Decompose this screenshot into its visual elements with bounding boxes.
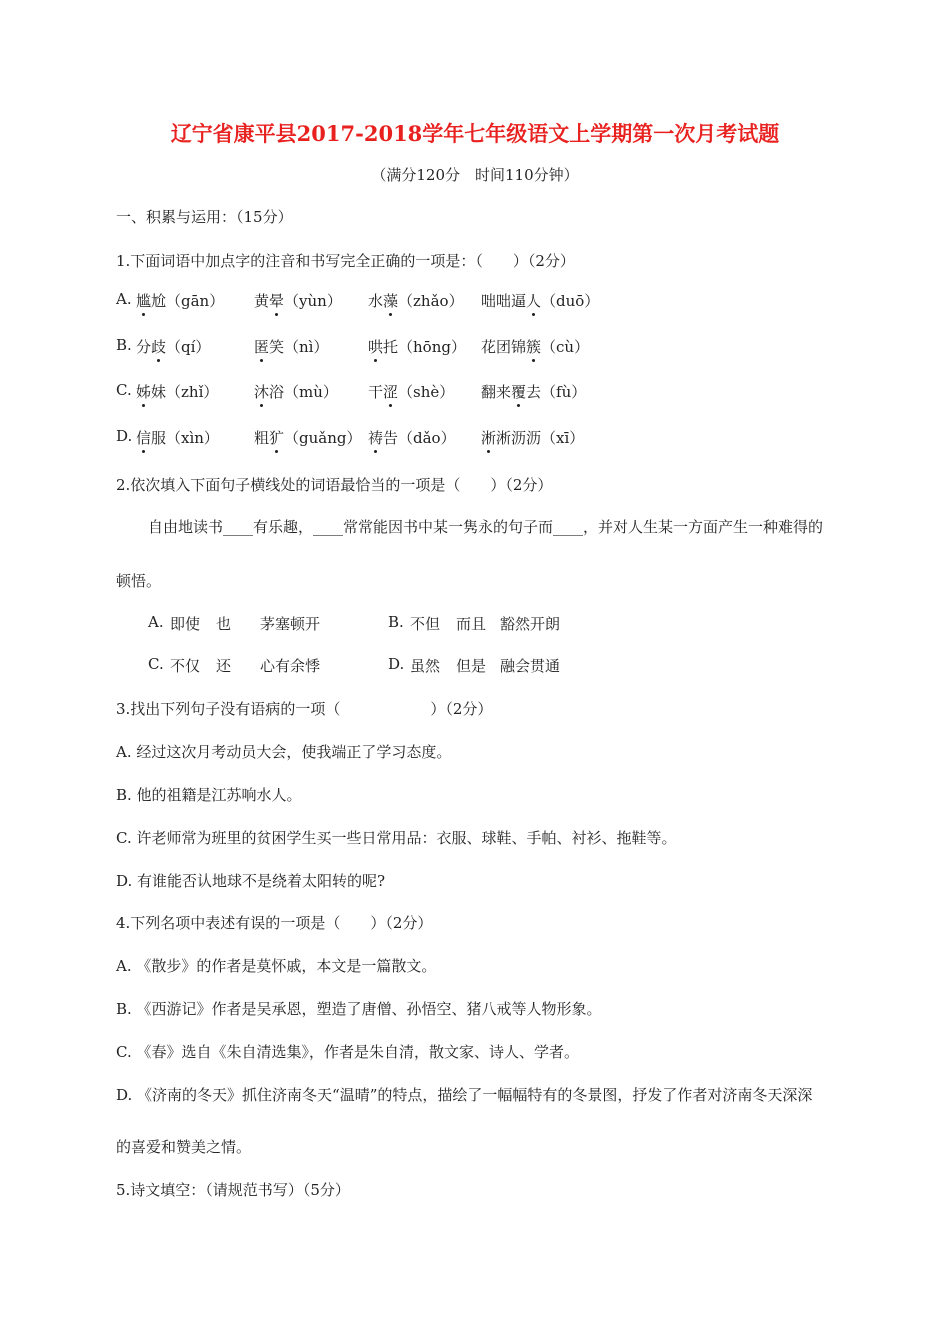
emphasis-dot-char: 涩 [383, 383, 399, 401]
emphasis-dot-char: 信 [136, 429, 152, 447]
emphasis-dot-char: 姊 [136, 383, 152, 401]
q2-passage-line1: 自由地读书____有乐趣，____常常能因书中某一隽永的句子而____，并对人生某一方面产生一种难得的 [148, 518, 824, 536]
q1-word: 花团锦簇（cù） [481, 338, 590, 356]
emphasis-dot-char: 犷 [269, 429, 285, 447]
q1-word: 黄晕（yùn） [254, 292, 342, 310]
q3-stem: 3.找出下列句子没有语病的一项（ ）（2分） [116, 700, 493, 718]
emphasis-dot-char: 藻 [383, 292, 399, 310]
exam-subtitle: （满分120分 时间110分钟） [371, 166, 579, 184]
emphasis-dot-char: 哄 [368, 338, 384, 356]
q4-option-a: A. 《散步》的作者是莫怀戚，本文是一篇散文。 [116, 957, 437, 975]
emphasis-dot-char: 歧 [151, 338, 167, 356]
q1-stem: 1.下面词语中加点字的注音和书写完全正确的一项是：（ ）（2分） [116, 252, 575, 270]
q1-word: 祷告（dǎo） [368, 429, 456, 447]
q4-option-c: C. 《春》选自《朱自清选集》，作者是朱自清，散文家、诗人、学者。 [116, 1043, 579, 1061]
q1-word: 干涩（shè） [368, 383, 455, 401]
emphasis-dot-char: 簇 [526, 338, 542, 356]
q4-stem: 4.下列名项中表述有误的一项是（ ）（2分） [116, 914, 433, 932]
q1-word: 哄托（hōng） [368, 338, 466, 356]
emphasis-dot-char: 匿 [254, 338, 270, 356]
q1-option-label: C. [116, 381, 132, 399]
q3-option-c: C. 许老师常为班里的贫困学生买一些日常用品：衣服、球鞋、手帕、衬衫、拖鞋等。 [116, 829, 677, 847]
q1-word: 沐浴（mù） [254, 383, 338, 401]
q5-stem: 5.诗文填空：（请规范书写）（5分） [116, 1181, 350, 1199]
q1-word: 咄咄逼人（duō） [481, 292, 600, 310]
q3-option-b: B. 他的祖籍是江苏响水人。 [116, 786, 302, 804]
exam-title: 辽宁省康平县2017-2018学年七年级语文上学期第一次月考试题 [170, 121, 780, 146]
emphasis-dot-char: 淅 [481, 429, 497, 447]
q1-word: 姊妹（zhǐ） [136, 383, 219, 401]
q1-word: 分歧（qí） [136, 338, 211, 356]
emphasis-dot-char: 沐 [254, 383, 270, 401]
q2-stem: 2.依次填入下面句子横线处的词语最恰当的一项是（ ）（2分） [116, 476, 553, 494]
q1-option-label: D. [116, 427, 133, 445]
q3-option-d: D. 有谁能否认地球不是绕着太阳转的呢? [116, 872, 386, 890]
emphasis-dot-char: 尴 [136, 292, 152, 310]
section-heading: 一、积累与运用：（15分） [116, 208, 293, 226]
q1-word: 翻来覆去（fù） [481, 383, 587, 401]
q1-word: 匿笑（nì） [254, 338, 329, 356]
q1-word: 粗犷（guǎng） [254, 429, 362, 447]
q1-word: 尴尬（gān） [136, 292, 225, 310]
q1-word: 水藻（zhǎo） [368, 292, 464, 310]
q4-option-b: B. 《西游记》作者是吴承恩，塑造了唐僧、孙悟空、猪八戒等人物形象。 [116, 1000, 602, 1018]
emphasis-dot-char: 人 [526, 292, 542, 310]
exam-page: 辽宁省康平县2017-2018学年七年级语文上学期第一次月考试题 （满分120分 时间110分钟） 一、积累与运用：（15分） 1.下面词语中加点字的注音和书写完全正确的一项是：（ ）（2分） A. 尴尬（gān） 黄晕（yùn） 水藻（zhǎo） 咄咄逼人（duō） B. 分歧（qí） 匿笑（nì） 哄托（hōng） 花团锦簇（cù） C. 姊妹（zhǐ） 沐浴（mù） 干涩（shè） 翻来覆去（fù） D. 信服（xìn） 粗犷（guǎng） 祷告（dǎo） 淅淅沥沥（xī） 2.依次填入下面句子横线处的词语最恰当的一项是（ ）（2分） 自由地读书____有乐趣，____常常能因书中某一隽永的句子而____，并对人生某一方面产生一种难得的 顿悟。 A. 即使 也 茅塞顿开 B. 不但 而且 豁然开朗 C. 不仅 还 心有余悸 D. 虽然 但是 融会贯通 3.找出下列句子没有语病的一项（ ）（2分） A. 经过这次月考动员大会，使我端正了学习态度。 B. 他的祖籍是江苏响水人。 C. 许老师常为班里的贫困学生买一些日常用品：衣服、球鞋、手帕、衬衫、拖鞋等。 D. 有谁能否认地球不是绕着太阳转的呢? 4.下列名项中表述有误的一项是（ ）（2分） A. 《散步》的作者是莫怀戚，本文是一篇散文。 B. 《西游记》作者是吴承恩，塑造了唐僧、孙悟空、猪八戒等人物形象。 C. 《春》选自《朱自清选集》，作者是朱自清，散文家、诗人、学者。 D. 《济南的冬天》抓住济南冬天“温晴”的特点，描绘了一幅幅特有的冬景图，抒发了作者对济南冬天深深 的喜爱和赞美之情。 5.诗文填空：（请规范书写）（5分） [0, 0, 950, 1344]
emphasis-dot-char: 祷 [368, 429, 384, 447]
q3-option-a: A. 经过这次月考动员大会，使我端正了学习态度。 [116, 743, 452, 761]
q1-option-label: A. [116, 290, 132, 308]
q4-option-d-continuation: 的喜爱和赞美之情。 [116, 1138, 252, 1156]
emphasis-dot-char: 晕 [269, 292, 285, 310]
q2-passage-line2: 顿悟。 [116, 572, 162, 590]
q1-option-label: B. [116, 336, 132, 354]
q4-option-d: D. 《济南的冬天》抓住济南冬天“温晴”的特点，描绘了一幅幅特有的冬景图，抒发了作者对济南冬天深深 [116, 1086, 813, 1104]
q1-word: 信服（xìn） [136, 429, 219, 447]
q1-word: 淅淅沥沥（xī） [481, 429, 585, 447]
emphasis-dot-char: 覆 [511, 383, 527, 401]
